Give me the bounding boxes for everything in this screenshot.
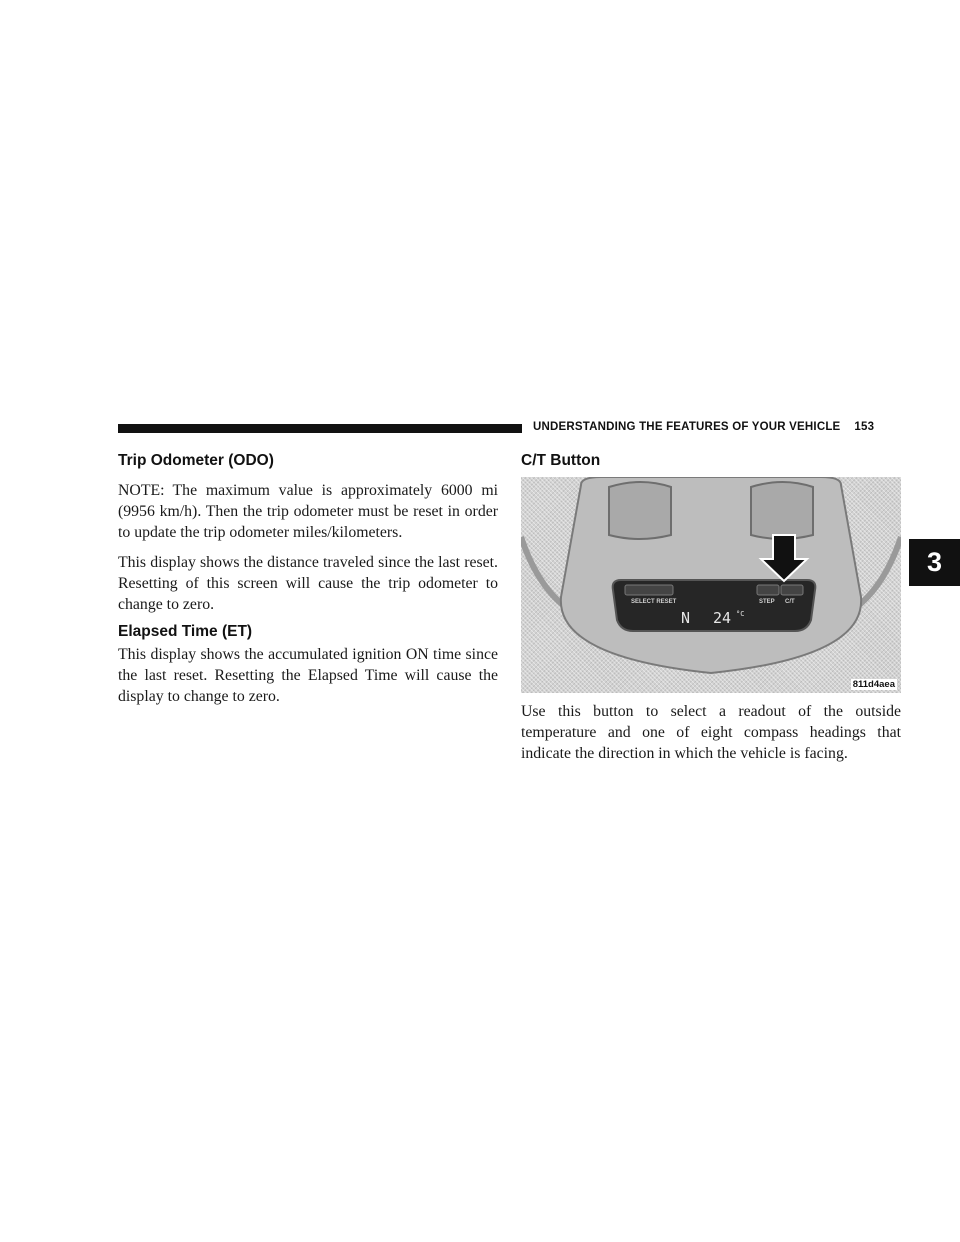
- trip-odometer-heading: Trip Odometer (ODO): [118, 452, 274, 469]
- figure-label: 811d4aea: [852, 679, 895, 690]
- step-button: [757, 585, 779, 595]
- running-header: [533, 421, 874, 433]
- lcd-temperature: 24: [713, 609, 732, 627]
- ct-paragraph: Use this button to select a readout of the outside temperature and one of eight compass headings that indicate the direction in which the vehicle is facing.: [521, 703, 901, 762]
- right-column: [521, 452, 901, 764]
- select-reset-button-label: SELECT RESET: [631, 599, 677, 605]
- lcd-compass-heading: N: [681, 609, 691, 627]
- ct-button-label: C/T: [785, 599, 795, 605]
- trip-paragraph: This display shows the distance traveled since the last reset. Resetting of this screen will cause the trip odometer to change to zero.: [118, 554, 498, 613]
- select-reset-button: [625, 585, 673, 595]
- elapsed-time-paragraph: This display shows the accumulated ignition ON time since the last reset. Resetting the Elapsed Time will cause the display to change to zero.: [118, 646, 498, 705]
- header-rule: [118, 424, 522, 433]
- lcd-temperature-unit: °C: [736, 610, 745, 618]
- step-button-label: STEP: [759, 599, 775, 605]
- left-reading-lamp: [609, 482, 671, 539]
- chapter-tab: 3: [909, 539, 960, 586]
- overhead-console-illustration: [521, 477, 901, 693]
- ct-button-heading: C/T Button: [521, 452, 601, 469]
- page-number: 153: [854, 421, 875, 433]
- header-title: UNDERSTANDING THE FEATURES OF YOUR VEHICLE: [533, 421, 841, 433]
- ct-button: [781, 585, 803, 595]
- left-column: [118, 452, 498, 707]
- note-paragraph: [118, 480, 498, 543]
- right-reading-lamp: [751, 482, 813, 539]
- console-body: [561, 477, 861, 673]
- elapsed-time-heading: Elapsed Time (ET): [118, 623, 253, 640]
- overhead-console-figure: [521, 477, 901, 693]
- note-text: The maximum value is approximately 6000 mi (9956 km/h). Then the trip odometer must be reset in order to update the trip odometer miles/kilometers.: [118, 482, 498, 541]
- note-label: NOTE:: [118, 482, 165, 499]
